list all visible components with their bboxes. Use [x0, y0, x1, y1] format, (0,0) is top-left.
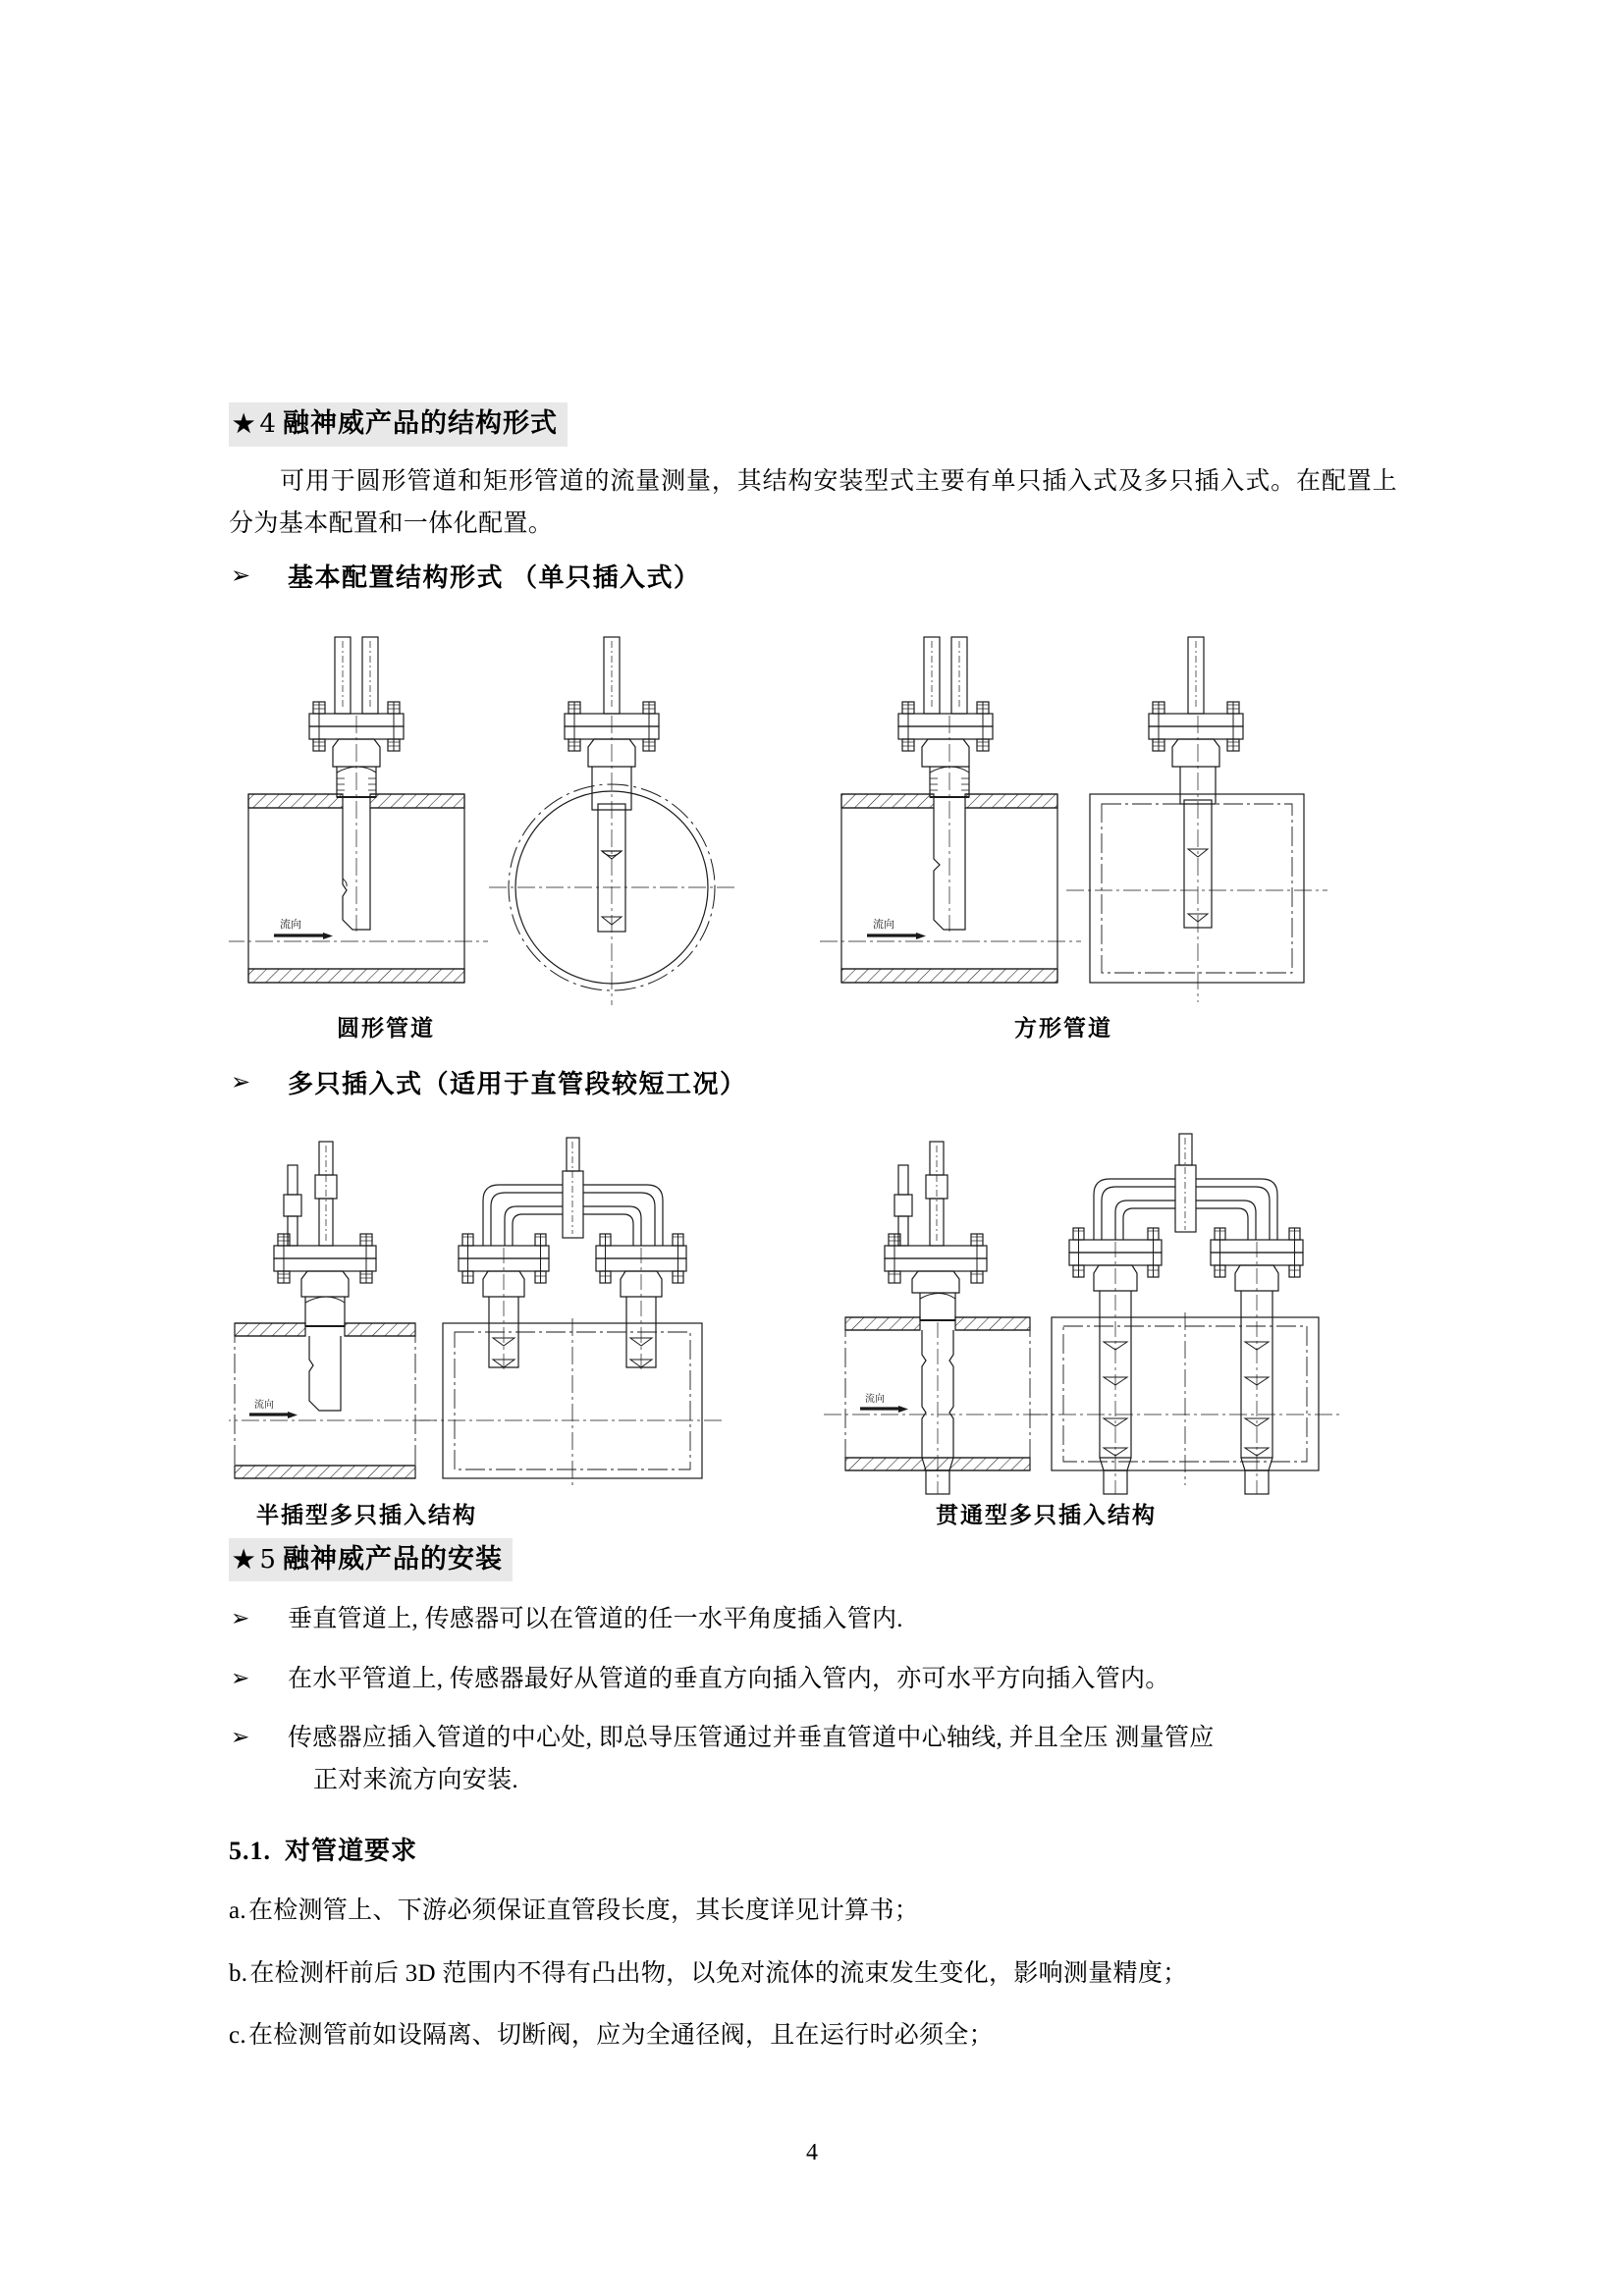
section-4-heading: [229, 402, 568, 447]
requirement-item-c: [229, 2017, 1397, 2055]
bullet-center-insertion-label: [288, 1718, 1397, 1801]
arrow-bullet-icon: ➢: [231, 562, 252, 589]
arrow-bullet-icon: ➢: [231, 1606, 250, 1631]
caption-round-duct: 圆形管道: [337, 1014, 435, 1041]
figure-multi-insertion-captions: [229, 1497, 1397, 1538]
requirement-letter-b: b.: [229, 1959, 248, 1987]
caption-square-duct: 方形管道: [1014, 1014, 1112, 1041]
flow-direction-label-left: 流向: [280, 917, 301, 931]
subsection-5-1-title: 对管道要求: [285, 1837, 418, 1866]
requirement-text-a: 在检测管上、下游必须保证直管段长度，其长度详见计算书；: [247, 1897, 920, 1925]
requirement-letter-a: a.: [229, 1897, 246, 1925]
requirement-letter-c: c.: [229, 2022, 246, 2050]
subsection-5-1-number: 5.1.: [229, 1837, 271, 1866]
caption-through-insert: 贯通型多只插入结构: [936, 1501, 1157, 1528]
arrow-bullet-icon: ➢: [231, 1725, 250, 1750]
bullet-center-insertion-line2: 正对来流方向安装.: [313, 1766, 518, 1793]
requirement-item-b: [229, 1955, 1397, 1993]
requirement-text-b: 在检测杆前后 3D 范围内不得有凸出物，以免对流体的流束发生变化，影响测量精度；: [249, 1959, 1188, 1987]
section-4-body: 可用于圆形管道和矩形管道的流量测量，其结构安装型式主要有单只插入式及多只插入式。在配置上分为基本配置和一体化配置。: [229, 467, 1397, 537]
bullet-basic-configuration: [229, 557, 1397, 600]
caption-half-insert: 半插型多只插入结构: [256, 1501, 477, 1528]
section-5-number: 5: [259, 1544, 277, 1575]
section-5-heading: [229, 1538, 513, 1582]
requirement-item-a: [229, 1893, 1397, 1930]
star-icon: ★: [233, 1544, 256, 1574]
page-number: 4: [806, 2140, 818, 2165]
bullet-basic-configuration-label: 基本配置结构形式 （单只插入式）: [288, 562, 701, 592]
figure-single-insertion-captions: [229, 1010, 1397, 1051]
star-icon: ★: [233, 409, 256, 438]
bullet-horizontal-pipe-label: 在水平管道上, 传感器最好从管道的垂直方向插入管内，亦可水平方向插入管内。: [288, 1665, 1170, 1692]
section-5-title: 融神威产品的安装: [282, 1543, 503, 1575]
requirement-text-c: 在检测管前如设隔离、切断阀，应为全通径阀，且在运行时必须全；: [247, 2022, 994, 2050]
bullet-vertical-pipe-label: 垂直管道上, 传感器可以在管道的任一水平角度插入管内.: [288, 1606, 903, 1633]
section-4-number: 4: [259, 409, 277, 439]
figure-single-insertion-drawing: [229, 617, 1397, 1010]
flow-direction-label-multi-right: 流向: [865, 1393, 885, 1405]
flow-direction-label-multi-left: 流向: [254, 1399, 274, 1411]
figure-single-insertion: [229, 617, 1397, 1051]
subsection-5-1-heading: [229, 1831, 1397, 1867]
page-content: [229, 402, 1397, 2055]
arrow-bullet-icon: ➢: [231, 1069, 252, 1095]
section-4-title: 融神威产品的结构形式: [282, 408, 558, 439]
flow-direction-label-right: 流向: [873, 917, 894, 931]
arrow-bullet-icon: ➢: [231, 1665, 250, 1690]
figure-multi-insertion-drawing: [229, 1124, 1397, 1497]
bullet-multi-insertion-label: 多只插入式（适用于直管段较短工况）: [288, 1069, 747, 1098]
bullet-center-insertion-line1: 传感器应插入管道的中心处, 即总导压管通过并垂直管道中心轴线, 并且全压 测量管应: [288, 1725, 1215, 1752]
bullet-horizontal-pipe: [229, 1659, 1397, 1701]
bullet-multi-insertion: [229, 1063, 1397, 1106]
bullet-vertical-pipe: [229, 1599, 1397, 1641]
bullet-center-insertion: [229, 1718, 1397, 1801]
figure-multi-insertion: [229, 1124, 1397, 1538]
